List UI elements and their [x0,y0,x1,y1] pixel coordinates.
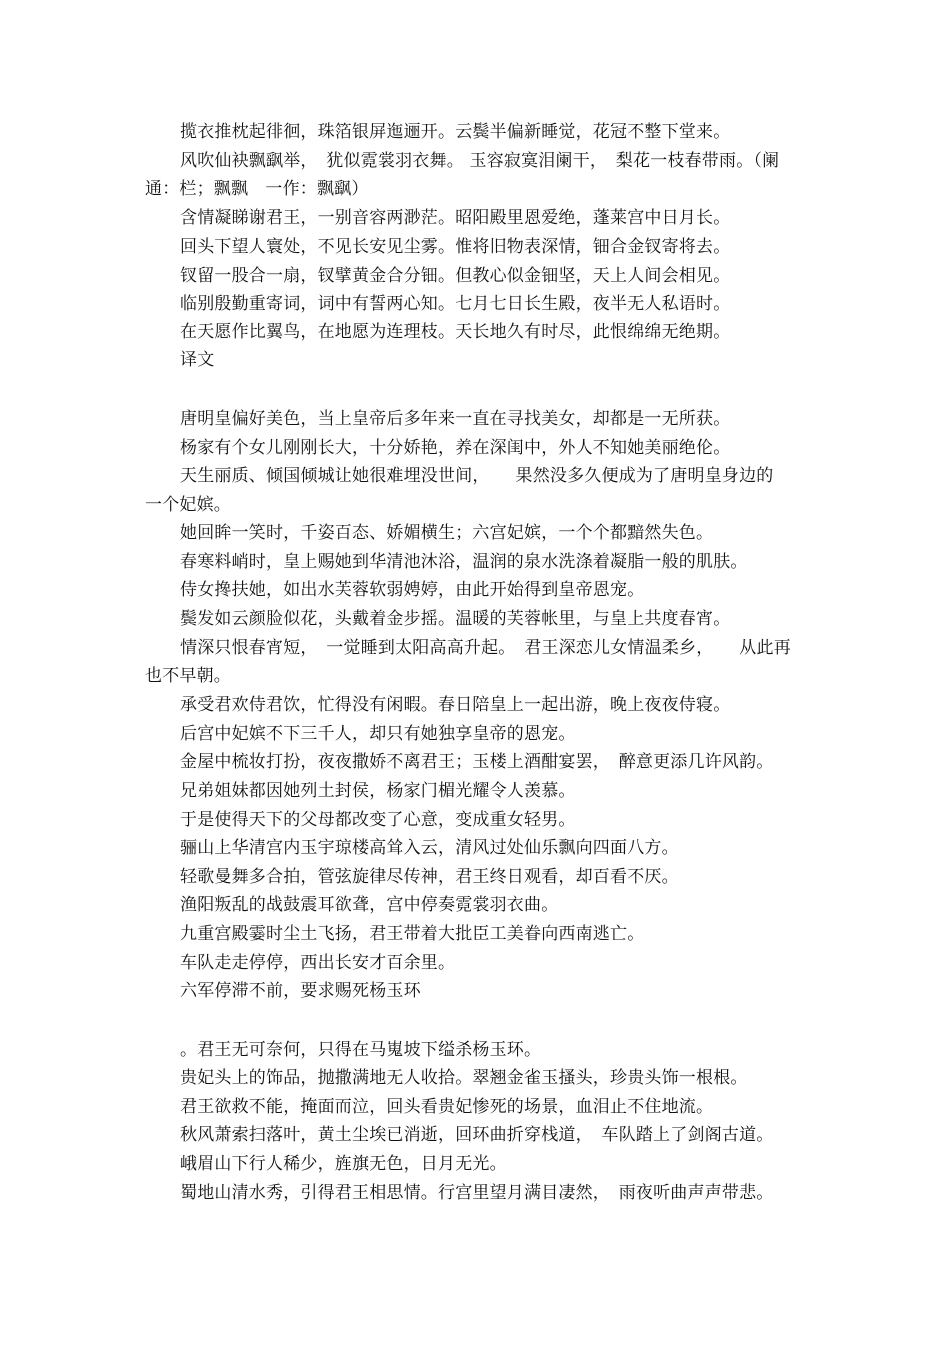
text-line: 她回眸一笑时，千姿百态、娇媚横生；六宫妃嫔，一个个都黯然失色。 [180,523,714,543]
text-line: 风吹仙袂飘飖举， 犹似霓裳羽衣舞。 玉容寂寞泪阑干， 梨花一枝春带雨。（阑 [180,151,780,171]
text-line: 后宫中妃嫔不下三千人，却只有她独享皇帝的恩宠。 [180,724,576,744]
text-line: 也不早朝。 [145,666,231,686]
text-line: 春寒料峭时，皇上赐她到华清池沐浴，温润的泉水洗涤着凝脂一般的肌肤。 [180,552,748,572]
text-line: 揽衣推枕起徘徊，珠箔银屏迤逦开。云鬓半偏新睡觉，花冠不整下堂来。 [180,122,731,142]
text-line: 钗留一股合一扇，钗擘黄金合分钿。但教心似金钿坚，天上人间会相见。 [180,266,731,286]
text-line: 君王欲救不能，掩面而泣，回头看贵妃惨死的场景，血泪止不住地流。 [180,1097,714,1117]
text-line: 峨眉山下行人稀少，旌旗无色，日月无光。 [180,1154,507,1174]
text-line: 回头下望人寰处，不见长安见尘雾。惟将旧物表深情，钿合金钗寄将去。 [180,237,731,257]
text-line: 六军停滞不前，要求赐死杨玉环 [180,981,421,1001]
text-line: 承受君欢侍君饮，忙得没有闲暇。春日陪皇上一起出游，晚上夜夜侍寝。 [180,695,731,715]
text-line: 车队走走停停，西出长安才百余里。 [180,953,456,973]
text-line: 秋风萧索扫落叶，黄土尘埃已消逝，回环曲折穿栈道， 车队踏上了剑阁古道。 [180,1125,774,1145]
text-line: 侍女搀扶她，如出水芙蓉软弱娉婷，由此开始得到皇帝恩宠。 [180,580,645,600]
text-line: 金屋中梳妆打扮，夜夜撒娇不离君王；玉楼上酒酣宴罢， 醉意更添几许风韵。 [180,752,774,772]
text-line: 渔阳叛乱的战鼓震耳欲聋，宫中停奏霓裳羽衣曲。 [180,895,559,915]
text-line: 唐明皇偏好美色，当上皇帝后多年来一直在寻找美女，却都是一无所获。 [180,409,731,429]
text-line: 天生丽质、倾国倾城让她很难埋没世间， 果然没多久便成为了唐明皇身边的 [180,466,774,486]
text-line: 含情凝睇谢君王，一别音容两渺茫。昭阳殿里恩爱绝，蓬莱宫中日月长。 [180,208,731,228]
text-line: 骊山上华清宫内玉宇琼楼高耸入云，清风过处仙乐飘向四面八方。 [180,838,679,858]
text-line: 蜀地山清水秀，引得君王相思情。行宫里望月满目凄然， 雨夜听曲声声带悲。 [180,1183,774,1203]
text-line: 贵妃头上的饰品，抛撒满地无人收拾。翠翘金雀玉搔头，珍贵头饰一根根。 [180,1068,748,1088]
text-line: 临别殷勤重寄词，词中有誓两心知。七月七日长生殿，夜半无人私语时。 [180,294,731,314]
text-line: 一个妃嫔。 [145,495,231,515]
text-line: 于是使得天下的父母都改变了心意，变成重女轻男。 [180,810,576,830]
text-line: 兄弟姐妹都因她列土封侯，杨家门楣光耀令人羡慕。 [180,781,576,801]
text-line: 在天愿作比翼鸟，在地愿为连理枝。天长地久有时尽，此恨绵绵无绝期。 [180,322,731,342]
text-line: 通：栏；飘飘 一作：飘飖） [145,179,369,199]
section-heading: 译文 [180,350,215,370]
text-line: 鬓发如云颜脸似花，头戴着金步摇。温暖的芙蓉帐里，与皇上共度春宵。 [180,609,731,629]
text-line: 轻歌曼舞多合拍，管弦旋律尽传神，君王终日观看，却百看不厌。 [180,867,679,887]
text-line: 九重宫殿霎时尘土飞扬，君王带着大批臣工美眷向西南逃亡。 [180,924,645,944]
text-line: 杨家有个女儿刚刚长大，十分娇艳，养在深闺中，外人不知她美丽绝伦。 [180,438,731,458]
text-line: 情深只恨春宵短， 一觉睡到太阳高高升起。 君王深恋儿女情温柔乡， 从此再 [180,638,791,658]
text-line: 。君王无可奈何，只得在马嵬坡下缢杀杨玉环。 [180,1040,542,1060]
